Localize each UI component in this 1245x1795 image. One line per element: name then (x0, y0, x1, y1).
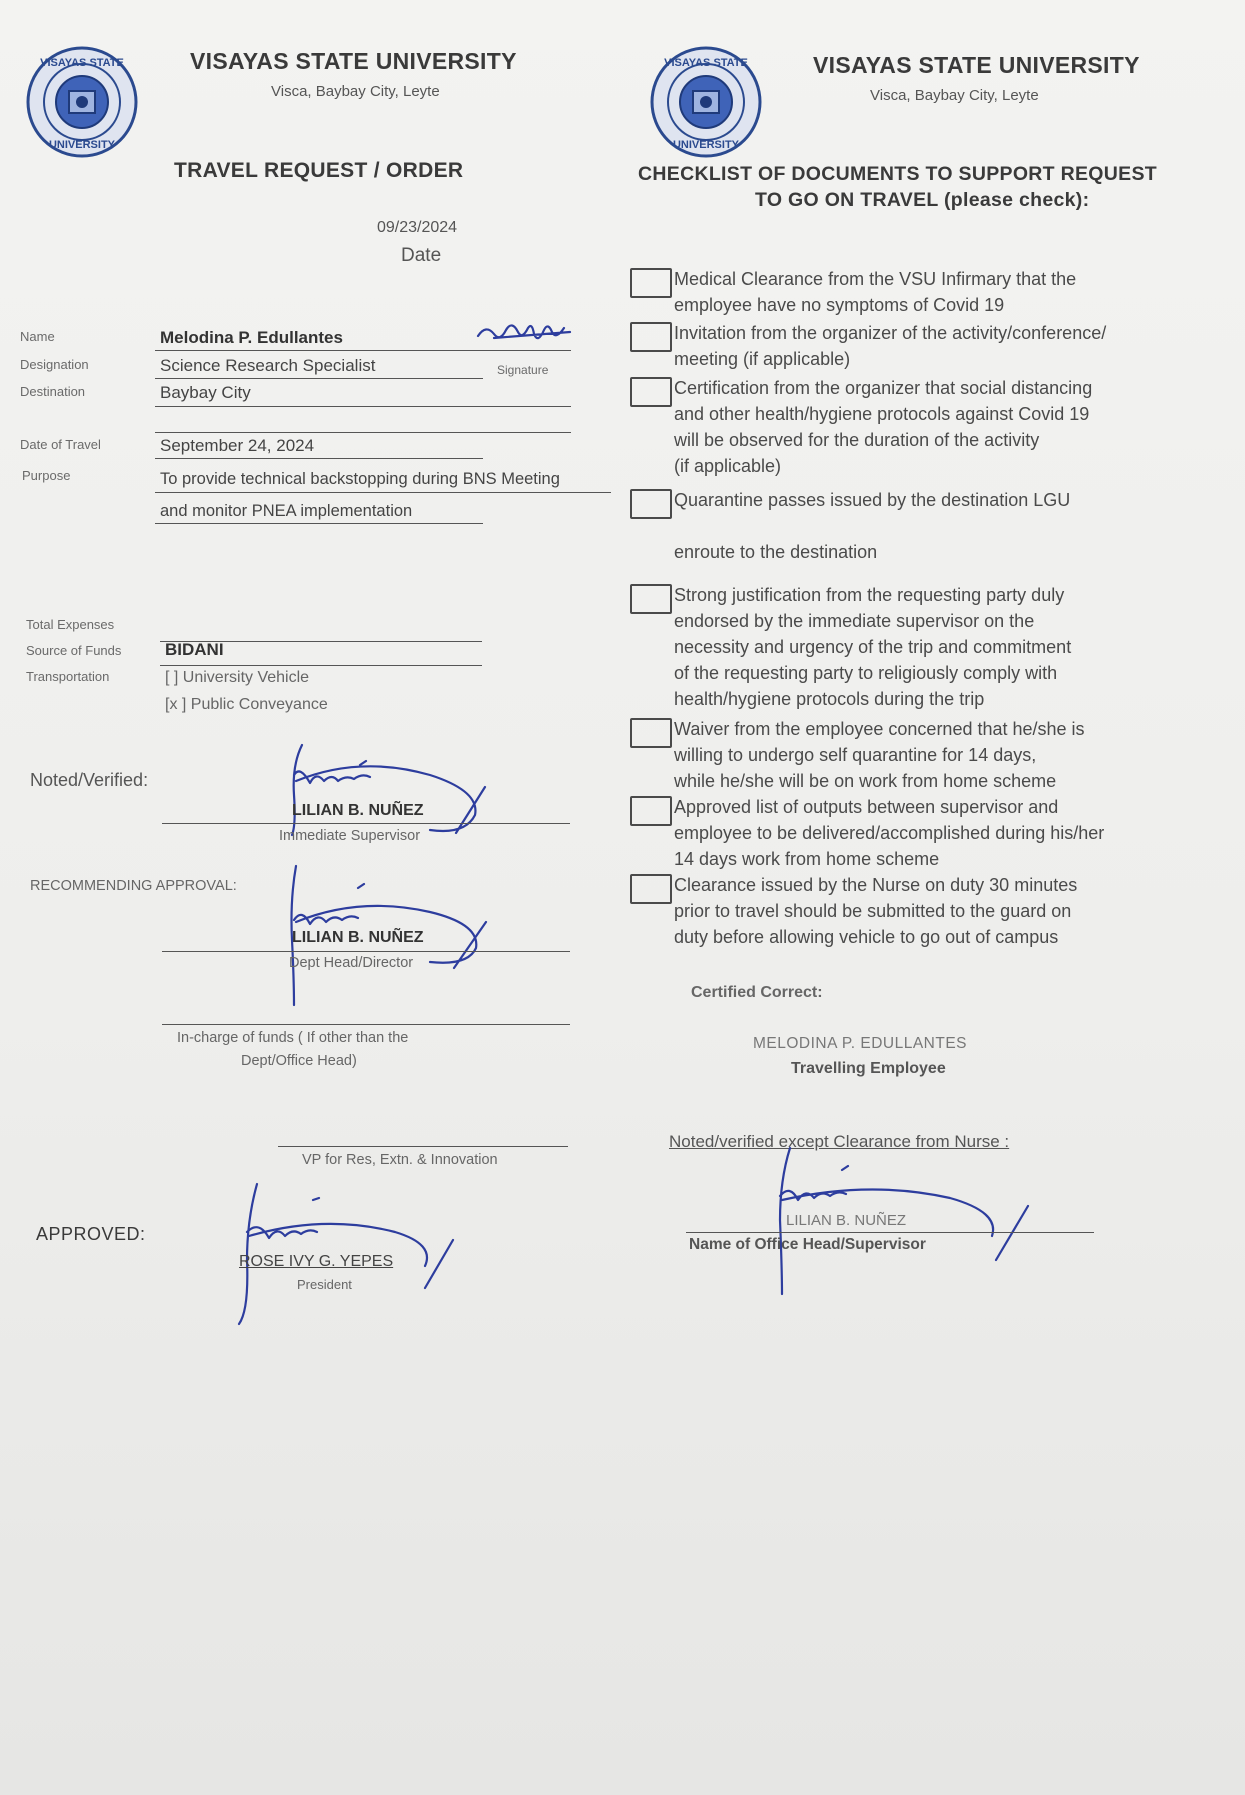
checklist-item-text: Strong justification from the requesting party duly (674, 585, 1065, 605)
signature-label: Signature (497, 363, 549, 377)
date-of-travel-label: Date of Travel (20, 437, 101, 452)
purpose-line-2: and monitor PNEA implementation (160, 502, 413, 520)
checklist-item-text: meeting (if applicable) (674, 349, 851, 369)
checklist-checkbox[interactable] (630, 796, 672, 826)
checklist-checkbox[interactable] (630, 322, 672, 352)
svg-text:UNIVERSITY: UNIVERSITY (48, 139, 116, 151)
checklist-item-text: and other health/hygiene protocols against Covid 19 (674, 404, 1090, 424)
name-label: Name (20, 329, 55, 344)
office-head-name: LILIAN B. NUÑEZ (786, 1212, 907, 1229)
checklist-title-line-2: TO GO ON TRAVEL (please check): (755, 189, 1090, 211)
checklist-checkbox[interactable] (630, 489, 672, 519)
travelling-employee-name: MELODINA P. EDULLANTES (753, 1035, 968, 1052)
checklist-checkbox[interactable] (630, 584, 672, 614)
checklist-item-text: enroute to the destination (674, 542, 878, 562)
designation-value: Science Research Specialist (160, 356, 376, 375)
university-seal-icon (24, 44, 140, 160)
date-label: Date (401, 245, 442, 266)
name-value: Melodina P. Edullantes (160, 328, 343, 347)
checklist-item-text: employee to be delivered/accomplished during his/her (674, 823, 1105, 843)
source-of-funds-label: Source of Funds (26, 643, 122, 658)
president-name: ROSE IVY G. YEPES (239, 1253, 394, 1270)
checklist-item-text: Invitation from the organizer of the activity/conference/ (674, 323, 1107, 343)
checklist-item-text: employee have no symptoms of Covid 19 (674, 295, 1005, 315)
checklist-item-text: prior to travel should be submitted to the guard on (674, 901, 1072, 921)
checklist-item-text: health/hygiene protocols during the trip (674, 689, 985, 709)
noted-verified-label: Noted/Verified: (30, 770, 149, 790)
checklist-item-text: willing to undergo self quarantine for 14 days, (674, 745, 1037, 765)
transportation-label: Transportation (26, 669, 110, 684)
checklist-item-text: Certification from the organizer that social distancing (674, 378, 1093, 398)
designation-label: Designation (20, 357, 89, 372)
checklist-checkbox[interactable] (630, 718, 672, 748)
noted-role: Immediate Supervisor (279, 828, 421, 844)
form-title: TRAVEL REQUEST / ORDER (174, 159, 464, 182)
university-address: Visca, Baybay City, Leyte (271, 83, 440, 100)
recommending-name: LILIAN B. NUÑEZ (292, 929, 424, 946)
noted-except-clearance: Noted/verified except Clearance from Nurse : (669, 1132, 1010, 1151)
svg-text:UNIVERSITY: UNIVERSITY (672, 139, 740, 151)
purpose-line-1: To provide technical backstopping during BNS Meeting (160, 470, 560, 488)
recommending-approval-label: RECOMMENDING APPROVAL: (30, 878, 237, 894)
university-address: Visca, Baybay City, Leyte (870, 87, 1039, 104)
checklist-item-text: necessity and urgency of the trip and commitment (674, 637, 1072, 657)
destination-label: Destination (20, 384, 86, 399)
svg-text:VISAYAS STATE: VISAYAS STATE (40, 57, 124, 69)
checklist-item-text: Approved list of outputs between supervisor and (674, 797, 1059, 817)
transport-option-public-conveyance: [x ] Public Conveyance (165, 696, 328, 713)
checklist-item-text: will be observed for the duration of the activity (674, 430, 1040, 450)
checklist-item-text: Quarantine passes issued by the destination LGU (674, 490, 1071, 510)
approved-label: APPROVED: (36, 1224, 146, 1244)
checklist-checkbox[interactable] (630, 377, 672, 407)
checklist-item-text: Waiver from the employee concerned that he/she is (674, 719, 1085, 739)
university-name: VISAYAS STATE UNIVERSITY (813, 52, 1140, 78)
university-name: VISAYAS STATE UNIVERSITY (190, 48, 517, 74)
noted-name: LILIAN B. NUÑEZ (292, 802, 424, 819)
source-of-funds-value: BIDANI (165, 640, 224, 659)
checklist-item-text: duty before allowing vehicle to go out of campus (674, 927, 1059, 947)
office-head-role: Name of Office Head/Supervisor (689, 1236, 926, 1253)
checklist-item-text: (if applicable) (674, 456, 782, 476)
incharge-line-1: In-charge of funds ( If other than the (177, 1030, 409, 1046)
total-expenses-label: Total Expenses (26, 617, 115, 632)
vp-role: VP for Res, Extn. & Innovation (302, 1152, 498, 1168)
employee-signature (474, 318, 574, 354)
purpose-label: Purpose (22, 468, 71, 483)
university-seal-icon (648, 44, 764, 160)
destination-value: Baybay City (160, 383, 251, 402)
checklist-checkbox[interactable] (630, 874, 672, 904)
checklist-item-text: 14 days work from home scheme (674, 849, 940, 869)
date-value: 09/23/2024 (377, 219, 458, 236)
transport-option-university-vehicle: [ ] University Vehicle (165, 669, 310, 686)
certified-correct-label: Certified Correct: (691, 984, 823, 1001)
recommending-role: Dept Head/Director (289, 955, 414, 971)
date-of-travel-value: September 24, 2024 (160, 436, 315, 455)
checklist-item-text: Medical Clearance from the VSU Infirmary that the (674, 269, 1077, 289)
checklist-title-line-1: CHECKLIST OF DOCUMENTS TO SUPPORT REQUEST (638, 163, 1157, 185)
incharge-line-2: Dept/Office Head) (241, 1053, 357, 1069)
travelling-employee-role: Travelling Employee (791, 1060, 946, 1077)
svg-text:VISAYAS STATE: VISAYAS STATE (664, 57, 748, 69)
checklist-item-text: while he/she will be on work from home scheme (674, 771, 1057, 791)
checklist-item-text: Clearance issued by the Nurse on duty 30 minutes (674, 875, 1078, 895)
checklist-item-text: of the requesting party to religiously comply with (674, 663, 1058, 683)
checklist-checkbox[interactable] (630, 268, 672, 298)
president-role: President (297, 1277, 352, 1292)
checklist-item-text: endorsed by the immediate supervisor on the (674, 611, 1035, 631)
